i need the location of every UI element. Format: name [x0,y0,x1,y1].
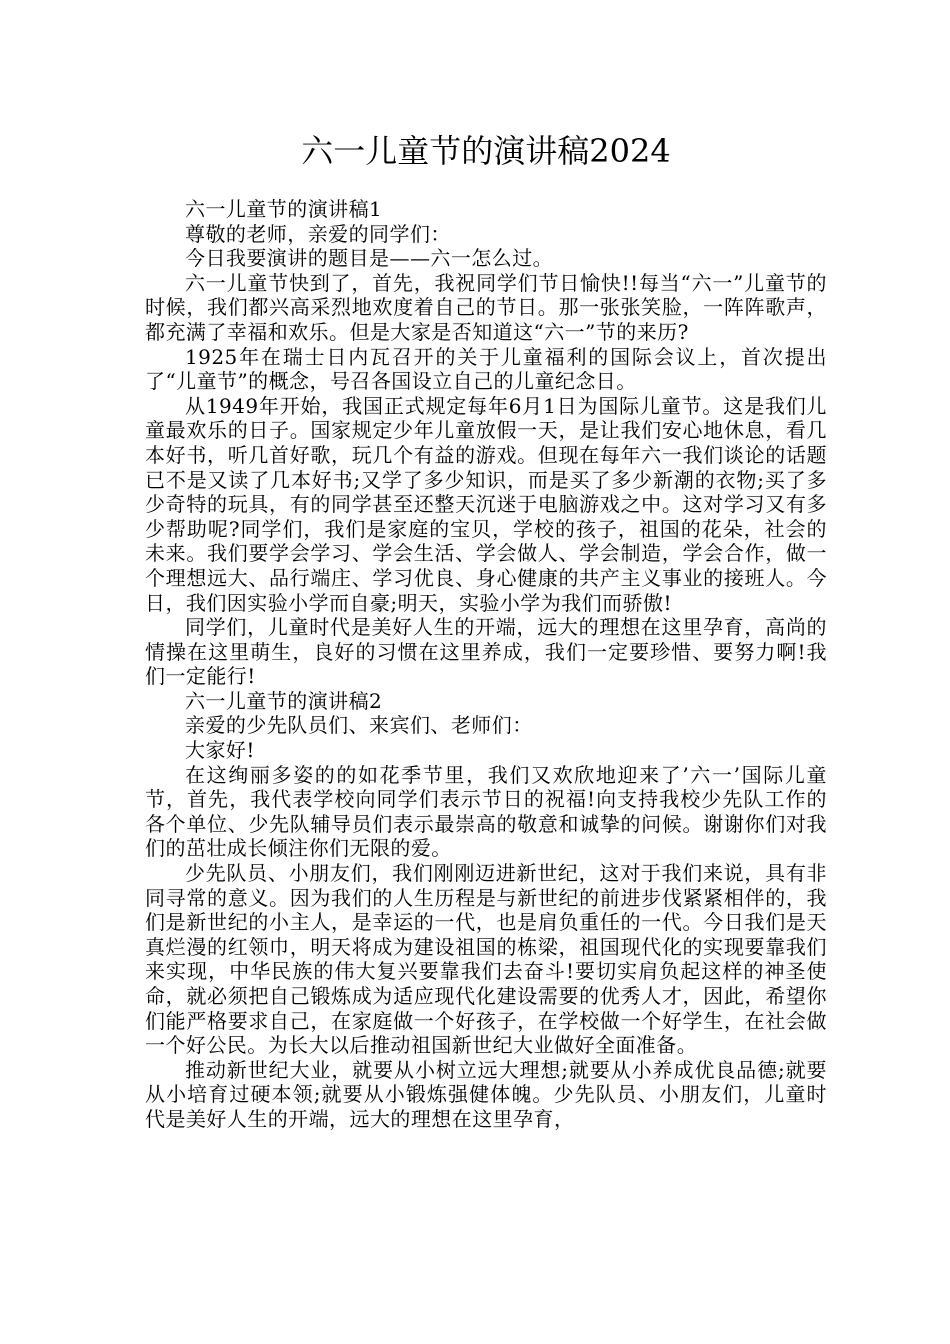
body-paragraph: 从1949年开始，我国正式规定每年6月1日为国际儿童节。这是我们儿童最欢乐的日子。国家规定少年儿童放假一天，是让我们安心地休息，看几本好书，听几首好歌，玩几个有益的游戏。但现在每年六一我们谈论的话题已不是又读了几本好书;又学了多少知识，而是买了多少新潮的衣物;买了多少奇特的玩具，有的同学甚至还整天沉迷于电脑游戏之中。这对学习又有多少帮助呢?同学们，我们是家庭的宝贝，学校的孩子，祖国的花朵，社会的未来。我们要学会学习、学会生活、学会做人、学会制造，学会合作，做一个理想远大、品行端庄、学习优良、身心健康的共产主义事业的接班人。今日，我们因实验小学而自豪;明天，实验小学为我们而骄傲! [145,393,827,615]
greeting-paragraph: 大家好! [185,738,255,763]
document-body [145,197,827,1132]
greeting-paragraph: 尊敬的老师，亲爱的同学们： [185,221,451,246]
speech-2-heading: 六一儿童节的演讲稿2 [185,688,383,713]
body-paragraph: 1925年在瑞士日内瓦召开的关于儿童福利的国际会议上，首次提出了“儿童节”的概念，号召各国设立自己的儿童纪念日。 [145,344,827,394]
speech-1-heading: 六一儿童节的演讲稿1 [185,197,383,221]
document-title: 六一儿童节的演讲稿2024 [301,132,671,170]
body-paragraph: 六一儿童节快到了，首先，我祝同学们节日愉快!!每当“六一”儿童节的时候，我们都兴高采烈地欢度着自己的节日。那一张张笑脸，一阵阵歌声，都充满了幸福和欢乐。但是大家是否知道这“六一”节的来历? [145,270,827,344]
body-paragraph: 同学们，儿童时代是美好人生的开端，远大的理想在这里孕育，高尚的情操在这里萌生，良好的习惯在这里养成，我们一定要珍惜、要努力啊!我们一定能行! [145,615,827,689]
topic-paragraph: 今日我要演讲的题目是——六一怎么过。 [185,246,554,271]
body-paragraph: 在这绚丽多姿的的如花季节里，我们又欢欣地迎来了’六一’国际儿童节，首先，我代表学校向同学们表示节日的祝福!向支持我校少先队工作的各个单位、少先队辅导员们表示最崇高的敬意和诚挚的问候。谢谢你们对我们的茁壮成长倾注你们无限的爱。 [145,762,827,861]
body-paragraph: 少先队员、小朋友们，我们刚刚迈进新世纪，这对于我们来说，具有非同寻常的意义。因为我们的人生历程是与新世纪的前进步伐紧紧相伴的，我们是新世纪的小主人，是幸运的一代，也是肩负重任的一代。今日我们是天真烂漫的红领巾，明天将成为建设祖国的栋梁，祖国现代化的实现要靠我们来实现，中华民族的伟大复兴要靠我们去奋斗!要切实肩负起这样的神圣使命，就必须把自己锻炼成为适应现代化建设需要的优秀人才，因此，希望你们能严格要求自己，在家庭做一个好孩子，在学校做一个好学生，在社会做一个好公民。为长大以后推动祖国新世纪大业做好全面准备。 [145,861,827,1058]
greeting-paragraph: 亲爱的少先队员们、来宾们、老师们： [185,713,533,738]
document-page [145,125,827,1132]
body-paragraph: 推动新世纪大业，就要从小树立远大理想;就要从小养成优良品德;就要从小培育过硬本领;就要从小锻炼强健体魄。少先队员、小朋友们，儿童时代是美好人生的开端，远大的理想在这里孕育， [145,1057,827,1131]
